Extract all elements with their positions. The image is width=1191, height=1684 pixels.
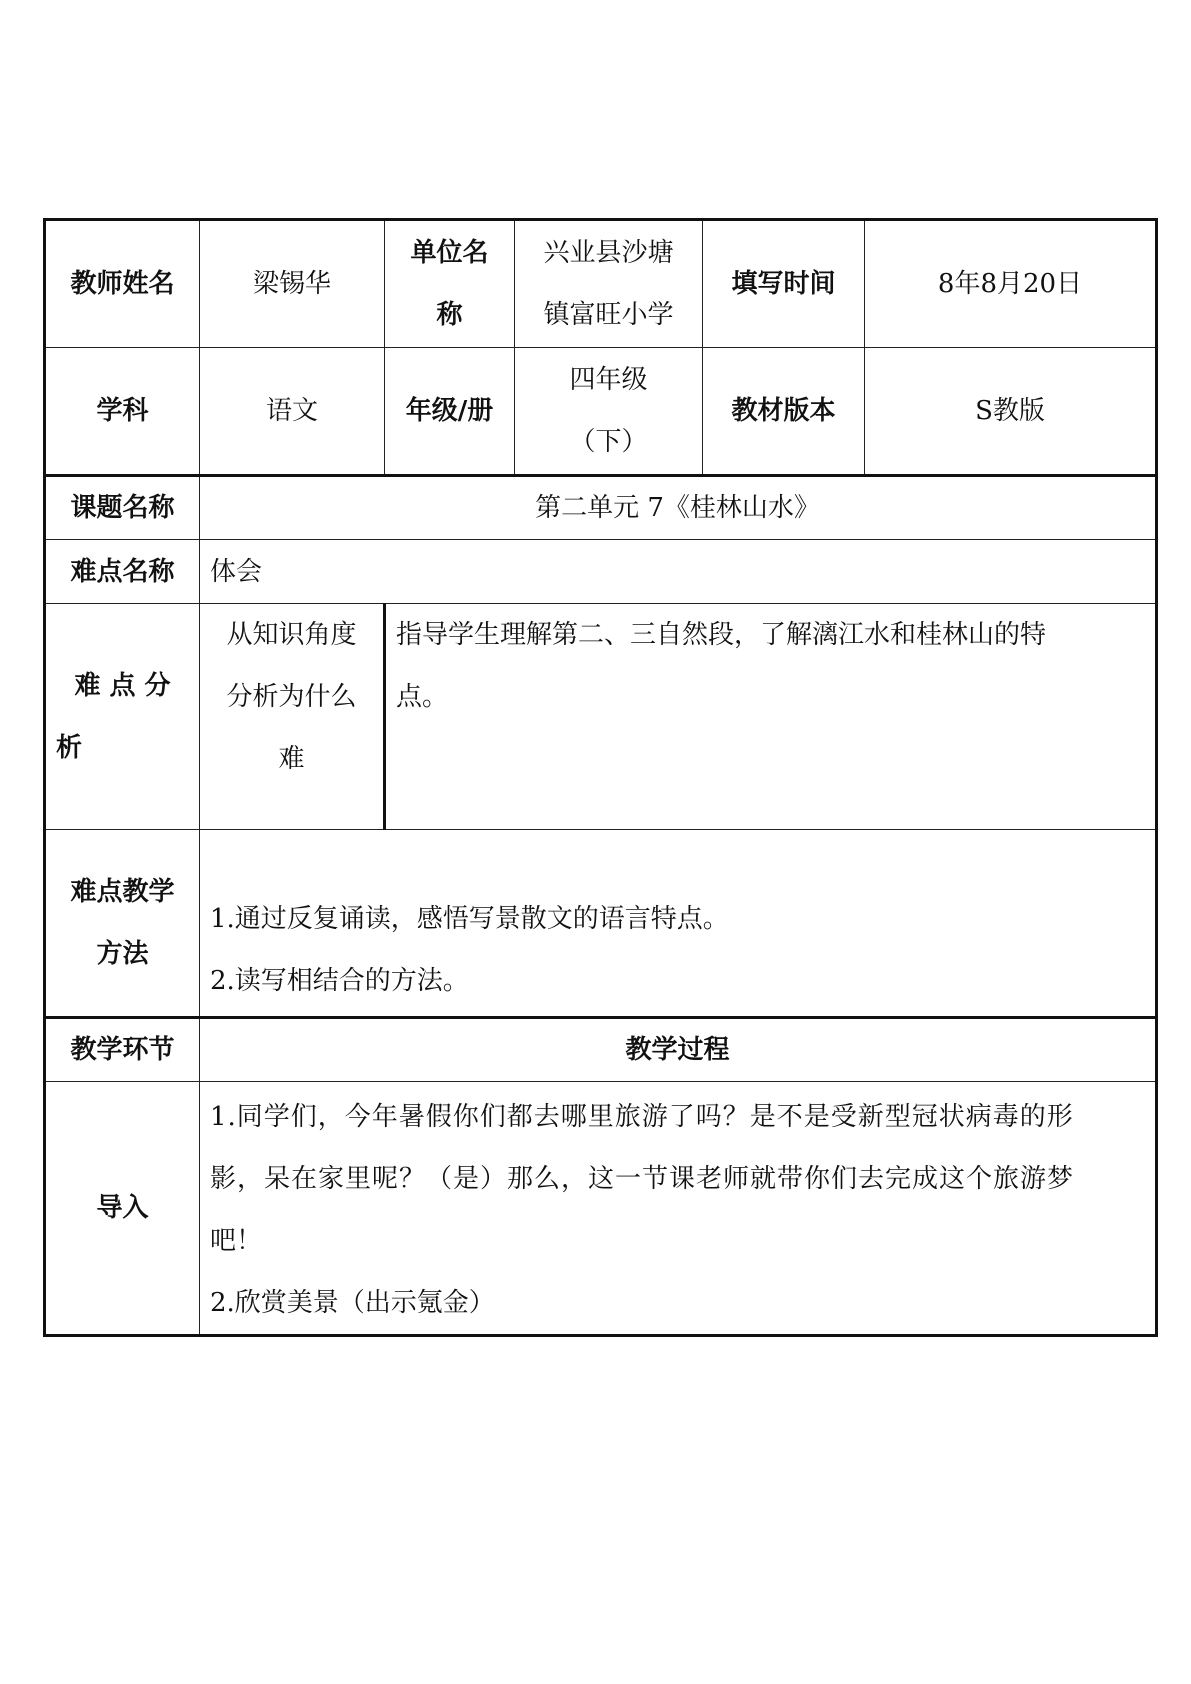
analysis-content-line-2: 点。 — [396, 682, 449, 712]
intro-content — [200, 1082, 1157, 1336]
analysis-label-line-1: 难 点 分 — [74, 670, 171, 701]
grade-value-line-2: （下） — [569, 427, 648, 457]
method-content — [200, 830, 1157, 1018]
date-label: 填写时间 — [703, 220, 865, 348]
intro-label: 导入 — [45, 1082, 200, 1336]
difficulty-value: 体会 — [200, 540, 1157, 604]
analysis-row — [45, 604, 1157, 830]
unit-label-line-1: 单位名 — [410, 238, 489, 268]
method-label-line-1: 难点教学 — [70, 877, 175, 907]
difficulty-label: 难点名称 — [45, 540, 200, 604]
date-value: 8年8月20日 — [865, 220, 1157, 348]
grade-label: 年级/册 — [385, 348, 515, 476]
unit-label-line-2: 称 — [436, 300, 463, 330]
lesson-plan-table — [43, 218, 1158, 1337]
method-label-line-2: 方法 — [96, 939, 149, 969]
difficulty-row — [45, 540, 1157, 604]
lesson-plan-sheet — [43, 218, 1155, 1337]
analysis-sub-label-line-3: 难 — [278, 744, 305, 774]
analysis-sub-label-line-2: 分析为什么 — [226, 682, 357, 712]
method-item: 1.通过反复诵读，感悟写景散文的语言特点。 — [210, 904, 729, 934]
grade-value-line-1: 四年级 — [569, 365, 648, 395]
teacher-row — [45, 220, 1157, 348]
lesson-label: 课题名称 — [45, 476, 200, 540]
edition-label: 教材版本 — [703, 348, 865, 476]
analysis-label — [45, 604, 200, 830]
analysis-label-line-2: 析 — [56, 732, 83, 763]
intro-line-2: 影，呆在家里呢？（是）那么，这一节课老师就带你们去完成这个旅游梦 — [210, 1164, 1075, 1194]
method-row — [45, 830, 1157, 1018]
analysis-sub-label-line-1: 从知识角度 — [226, 620, 357, 650]
analysis-content — [385, 604, 1157, 830]
teacher-value: 梁锡华 — [200, 220, 385, 348]
grade-value — [515, 348, 703, 476]
teacher-label: 教师姓名 — [45, 220, 200, 348]
edition-value: S教版 — [865, 348, 1157, 476]
analysis-sub-label — [200, 604, 385, 830]
intro-line-4: 2.欣赏美景（出示氪金） — [210, 1288, 495, 1318]
intro-row — [45, 1082, 1157, 1336]
method-label — [45, 830, 200, 1018]
subject-label: 学科 — [45, 348, 200, 476]
unit-value — [515, 220, 703, 348]
unit-value-line-1: 兴业县沙塘 — [543, 238, 674, 268]
lesson-row — [45, 476, 1157, 540]
intro-line-1: 1.同学们，今年暑假你们都去哪里旅游了吗？是不是受新型冠状病毒的形 — [210, 1102, 1074, 1132]
process-header-row — [45, 1018, 1157, 1082]
unit-label — [385, 220, 515, 348]
lesson-value: 第二单元 7《桂林山水》 — [200, 476, 1157, 540]
stage-label: 教学环节 — [45, 1018, 200, 1082]
analysis-content-line-1: 指导学生理解第二、三自然段，了解漓江水和桂林山的特 — [396, 620, 1047, 650]
process-label: 教学过程 — [200, 1018, 1157, 1082]
intro-line-3: 吧！ — [210, 1226, 263, 1256]
subject-value: 语文 — [200, 348, 385, 476]
subject-row — [45, 348, 1157, 476]
unit-value-line-2: 镇富旺小学 — [543, 300, 674, 330]
method-item: 2.读写相结合的方法。 — [210, 966, 469, 996]
